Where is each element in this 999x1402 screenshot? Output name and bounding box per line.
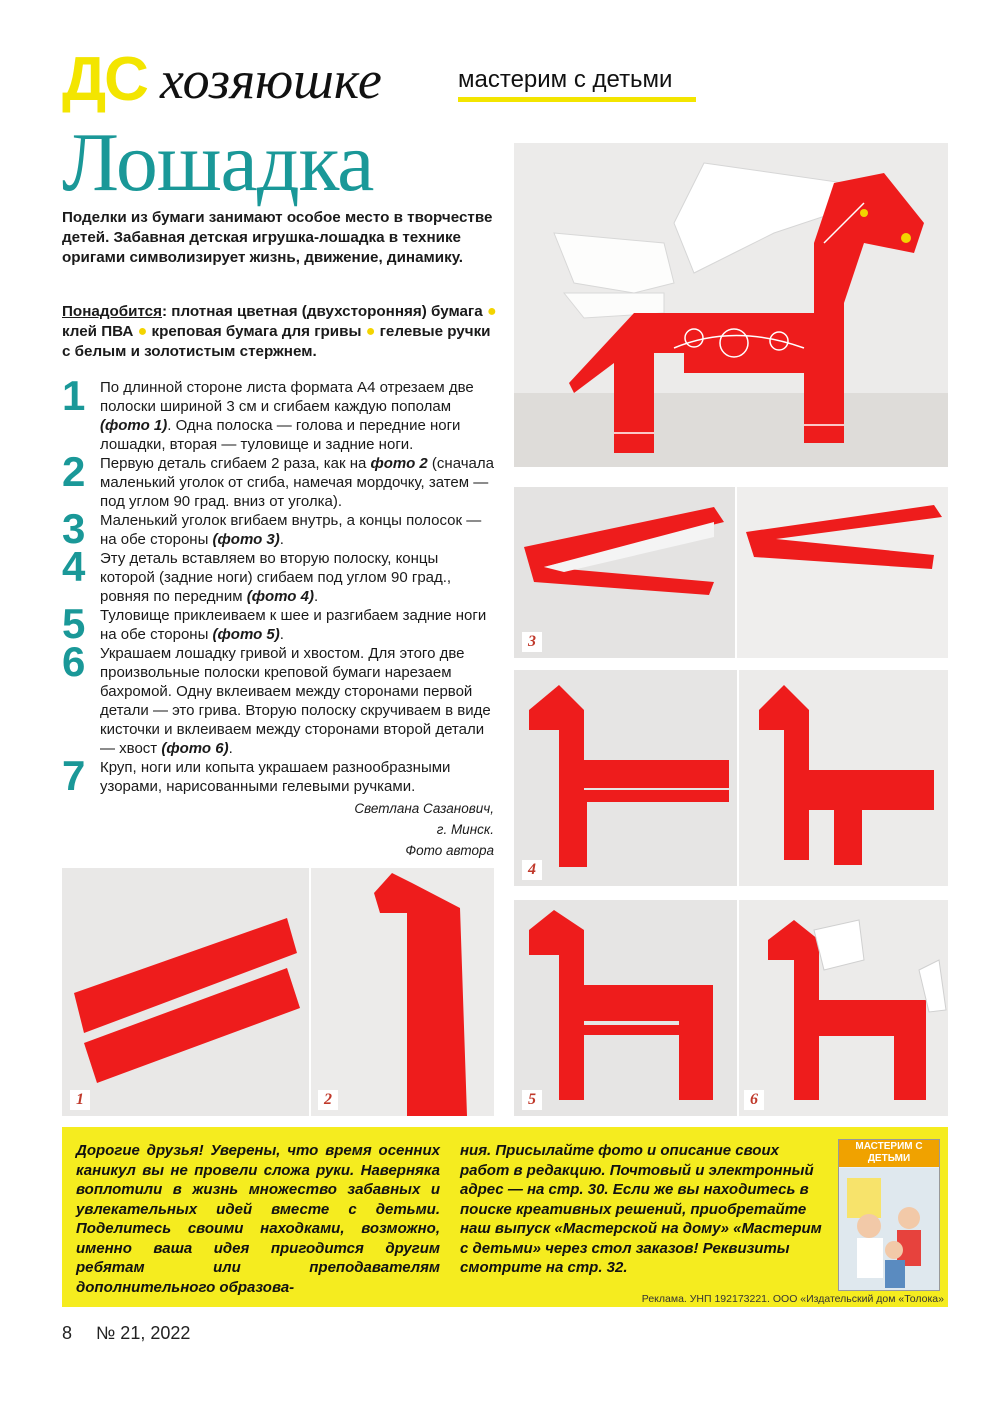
step-text: .	[279, 626, 284, 643]
material-item: плотная цветная (двухсторонняя) бумага	[171, 303, 483, 320]
step	[62, 543, 496, 606]
step-number: 5	[62, 600, 86, 647]
step-number: 4	[62, 543, 86, 590]
step-number: 3	[62, 505, 86, 552]
hero-photo	[514, 143, 948, 467]
page-number: 8	[62, 1323, 73, 1343]
photo-ref: (фото 4)	[246, 588, 314, 605]
step-text: .	[279, 531, 284, 548]
materials-list: Понадобится: плотная цветная (двухсторонняя) бумага ● клей ПВА ● креповая бумага для гривы ● гелевые ручки с белым и золотистым стержнем.	[62, 303, 497, 360]
magazine-cover-image	[839, 1168, 939, 1290]
photo-ref: фото 2	[370, 455, 428, 472]
step	[62, 505, 496, 552]
photo-3	[514, 487, 948, 658]
step-number: 6	[62, 638, 86, 685]
ad-disclaimer: Реклама. УНП 192173221. ООО «Издательский дом «Толока»	[641, 1293, 944, 1305]
photo-ref: (фото 5)	[212, 626, 280, 643]
decorated-horse-image	[514, 143, 948, 467]
promo-text-left: Дорогие друзья! Уверены, что время осенних каникул вы не провели сложа руки. Наверняка воплотили в жизнь множество забавных и увлекательных идей вместе с детьми. Поделитесь своими находками, возможно, именно ваша идея пригодится другим ребятам или преподавателям дополнительного образова-	[76, 1142, 440, 1296]
author-city: г. Минск.	[436, 822, 494, 837]
photo-1-2	[62, 868, 494, 1116]
finished-horse-image	[514, 900, 948, 1116]
folded-strip-image	[514, 487, 948, 658]
step-text: Украшаем лошадку гривой и хвостом. Для этого две произвольные полоски креповой бумаги нарезаем бахромой. Одну вклеиваем между сторонами первой детали — это грива. Вторую полоску скручиваем в виде кисточки и вклеиваем между сторонами второй детали — хвост	[100, 645, 491, 757]
bullet-icon: ●	[365, 323, 376, 340]
step-number: 1	[62, 372, 86, 419]
strips-image	[62, 868, 494, 1116]
photo-ref: (фото 3)	[212, 531, 280, 548]
step-text: Круп, ноги или копыта украшаем разнообразными узорами, нарисованными гелевыми ручками.	[100, 759, 451, 795]
issue-number: № 21, 2022	[96, 1323, 191, 1343]
step-number: 7	[62, 752, 86, 799]
instructions	[62, 372, 496, 799]
photo-label: 5	[522, 1090, 542, 1110]
horse-assembly-image	[514, 670, 948, 886]
photo-credit: Фото автора	[405, 843, 494, 858]
step-number: 2	[62, 448, 86, 495]
article-title: Лошадка	[62, 116, 374, 209]
brand-logo: ДС	[62, 45, 147, 114]
step-text: .	[313, 588, 319, 605]
step-text: По длинной стороне листа формата А4 отрезаем две полоски шириной 3 см и сгибаем каждую пополам	[100, 379, 474, 415]
step-text: Маленький уголок вгибаем внутрь, а концы полосок — на обе стороны	[100, 512, 482, 548]
material-item: креповая бумага для гривы	[151, 323, 362, 340]
rubric-subtitle: мастерим с детьми	[458, 66, 673, 93]
promo-box	[62, 1127, 948, 1307]
author-credit	[300, 798, 494, 861]
promo-text-right: ния. Присылайте фото и описание своих работ в редакцию. Почтовый и электронный адрес — на стр. 30. Если же вы находитесь в поиске креативных решений, приобретайте наш выпуск «Мастерской на дому» «Мастерим с детьми» через стол заказов! Реквизиты смотрите на стр. 32.	[460, 1142, 822, 1276]
rubric-title: хозяюшке	[160, 50, 382, 110]
photo-label: 4	[522, 860, 542, 880]
step	[62, 752, 496, 799]
photo-5-6	[514, 900, 948, 1116]
photo-ref: (фото 1)	[100, 417, 168, 434]
step-text: Эту деталь вставляем во вторую полоску, концы которой (задние ноги) сгибаем под углом 90 град., ровняя по передним	[100, 550, 452, 605]
step-text: Туловище приклеиваем к шее и разгибаем задние ноги на обе стороны	[100, 607, 487, 643]
magazine-cover[interactable]	[838, 1139, 940, 1291]
photo-label: 6	[744, 1090, 764, 1110]
author-name: Светлана Сазанович,	[354, 801, 494, 816]
step-text: . Одна полоска — голова и передние ноги лошадки, вторая — туловище и задние ноги.	[100, 417, 461, 453]
material-item: клей ПВА	[62, 323, 134, 340]
material-item: гелевые ручки с белым и золотистым стержнем.	[62, 323, 491, 360]
magazine-title: МАСТЕРИМ С ДЕТЬМИ	[839, 1140, 939, 1167]
photo-label: 3	[522, 632, 542, 652]
step-text: (сначала маленький уголок от сгиба, намечая мордочку, затем — под углом 90 град. вниз от уголка).	[100, 455, 494, 510]
photo-label: 1	[70, 1090, 90, 1110]
materials-label: Понадобится	[62, 303, 162, 320]
step	[62, 448, 496, 511]
step	[62, 372, 496, 454]
step	[62, 600, 496, 647]
article-intro: Поделки из бумаги занимают особое место в творчестве детей. Забавная детская игрушка-лошадка в технике оригами символизирует жизнь, движение, динамику.	[62, 209, 493, 266]
photo-4	[514, 670, 948, 886]
step	[62, 638, 496, 758]
bullet-icon: ●	[486, 303, 497, 320]
step-text: Первую деталь сгибаем 2 раза, как на	[100, 455, 371, 472]
step-text: .	[228, 740, 233, 757]
rubric-underline	[458, 97, 696, 102]
bullet-icon: ●	[137, 323, 148, 340]
photo-label: 2	[318, 1090, 338, 1110]
photo-ref: (фото 6)	[161, 740, 229, 757]
